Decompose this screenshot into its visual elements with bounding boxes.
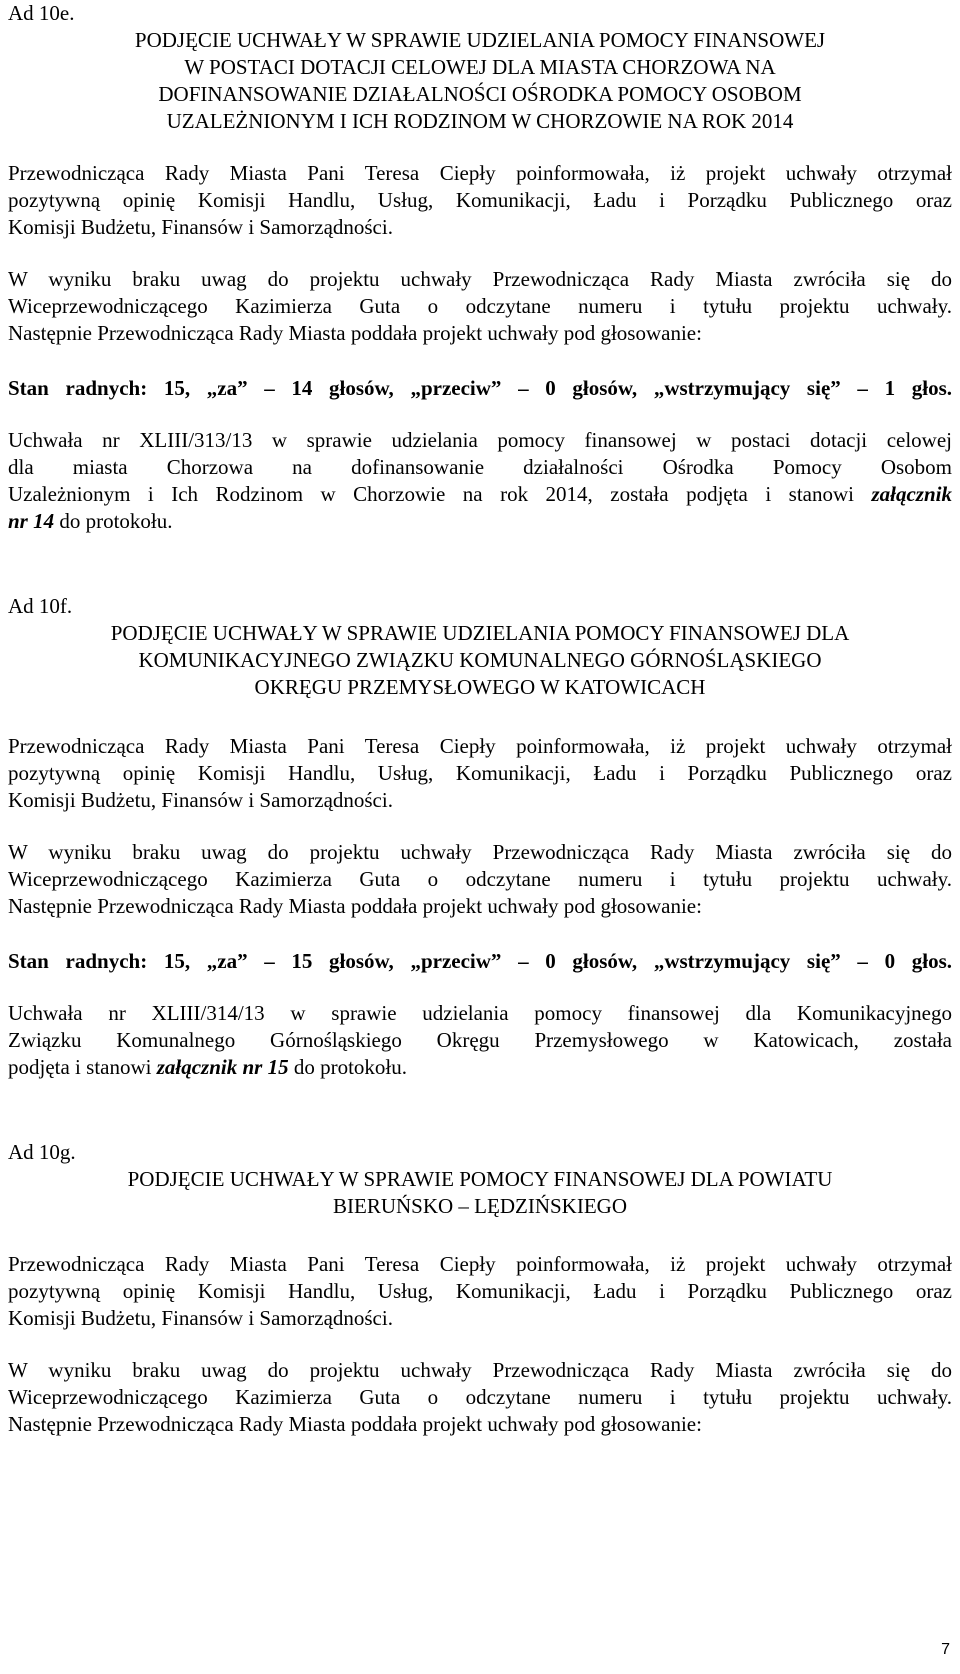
attachment-reference: załącznik nr 15 [156,1055,289,1079]
procedure-paragraph-line: Wiceprzewodniczącego Kazimierza Guta o odczytane numeru i tytułu projektu uchwały. [8,867,952,891]
section-label: Ad 10f. [8,594,73,618]
procedure-paragraph-line: W wyniku braku uwag do projektu uchwały Przewodnicząca Rady Miasta zwróciła się do [8,1358,952,1382]
procedure-paragraph-line: W wyniku braku uwag do projektu uchwały Przewodnicząca Rady Miasta zwróciła się do [8,840,952,864]
intro-paragraph-line: Przewodnicząca Rady Miasta Pani Teresa Ciepły poinformowała, iż projekt uchwały otrzymał [8,161,952,185]
intro-paragraph-line: pozytywną opinię Komisji Handlu, Usług, Komunikacji, Ładu i Porządku Publicznego oraz [8,761,952,785]
vote-result: Stan radnych: 15, „za” – 14 głosów, „przeciw” – 0 głosów, „wstrzymujący się” – 1 głos. [8,376,952,400]
procedure-paragraph-line: Wiceprzewodniczącego Kazimierza Guta o odczytane numeru i tytułu projektu uchwały. [8,294,952,318]
intro-paragraph-line: pozytywną opinię Komisji Handlu, Usług, Komunikacji, Ładu i Porządku Publicznego oraz [8,188,952,212]
intro-paragraph-line: Komisji Budżetu, Finansów i Samorządności. [8,1306,393,1330]
section-heading-line: W POSTACI DOTACJI CELOWEJ DLA MIASTA CHORZOWA NA [184,55,776,79]
resolution-paragraph-line: dla miasta Chorzowa na dofinansowanie działalności Ośrodka Pomocy Osobom [8,455,952,479]
section-heading-line: OKRĘGU PRZEMYSŁOWEGO W KATOWICACH [254,675,706,699]
section-heading-line: PODJĘCIE UCHWAŁY W SPRAWIE POMOCY FINANSOWEJ DLA POWIATU [127,1167,833,1191]
resolution-paragraph-line: Uzależnionym i Ich Rodzinom w Chorzowie na rok 2014, została podjęta i stanowi załącznik [8,482,952,506]
resolution-paragraph-line: nr 14 do protokołu. [8,509,173,533]
intro-paragraph-line: Przewodnicząca Rady Miasta Pani Teresa Ciepły poinformowała, iż projekt uchwały otrzymał [8,1252,952,1276]
resolution-paragraph-line: Uchwała nr XLIII/314/13 w sprawie udzielania pomocy finansowej dla Komunikacyjnego [8,1001,952,1025]
resolution-paragraph-line: Uchwała nr XLIII/313/13 w sprawie udzielania pomocy finansowej w postaci dotacji celowej [8,428,952,452]
page-number: 7 [941,1641,950,1658]
attachment-reference: nr 14 [8,509,55,533]
vote-result: Stan radnych: 15, „za” – 15 głosów, „przeciw” – 0 głosów, „wstrzymujący się” – 0 głos. [8,949,952,973]
resolution-paragraph-line: Związku Komunalnego Górnośląskiego Okręgu Przemysłowego w Katowicach, została [8,1028,952,1052]
section-label: Ad 10g. [8,1140,76,1164]
intro-paragraph-line: Komisji Budżetu, Finansów i Samorządności. [8,788,393,812]
procedure-paragraph-line: W wyniku braku uwag do projektu uchwały Przewodnicząca Rady Miasta zwróciła się do [8,267,952,291]
intro-paragraph-line: pozytywną opinię Komisji Handlu, Usług, Komunikacji, Ładu i Porządku Publicznego oraz [8,1279,952,1303]
procedure-paragraph-line: Następnie Przewodnicząca Rady Miasta poddała projekt uchwały pod głosowanie: [8,1412,702,1436]
intro-paragraph-line: Przewodnicząca Rady Miasta Pani Teresa Ciepły poinformowała, iż projekt uchwały otrzymał [8,734,952,758]
intro-paragraph-line: Komisji Budżetu, Finansów i Samorządności. [8,215,393,239]
procedure-paragraph-line: Następnie Przewodnicząca Rady Miasta poddała projekt uchwały pod głosowanie: [8,321,702,345]
attachment-reference: załącznik [871,482,952,506]
section-heading-line: PODJĘCIE UCHWAŁY W SPRAWIE UDZIELANIA POMOCY FINANSOWEJ DLA [110,621,850,645]
procedure-paragraph-line: Następnie Przewodnicząca Rady Miasta poddała projekt uchwały pod głosowanie: [8,894,702,918]
section-label: Ad 10e. [8,1,75,25]
procedure-paragraph-line: Wiceprzewodniczącego Kazimierza Guta o odczytane numeru i tytułu projektu uchwały. [8,1385,952,1409]
section-heading-line: BIERUŃSKO – LĘDZIŃSKIEGO [333,1194,627,1218]
resolution-paragraph-line: podjęta i stanowi załącznik nr 15 do protokołu. [8,1055,408,1079]
section-heading-line: DOFINANSOWANIE DZIAŁALNOŚCI OŚRODKA POMOCY OSOBOM [158,82,802,106]
section-heading-line: PODJĘCIE UCHWAŁY W SPRAWIE UDZIELANIA POMOCY FINANSOWEJ [134,28,826,52]
section-heading-line: UZALEŻNIONYM I ICH RODZINOM W CHORZOWIE NA ROK 2014 [166,109,794,133]
section-heading-line: KOMUNIKACYJNEGO ZWIĄZKU KOMUNALNEGO GÓRNOŚLĄSKIEGO [138,648,822,672]
